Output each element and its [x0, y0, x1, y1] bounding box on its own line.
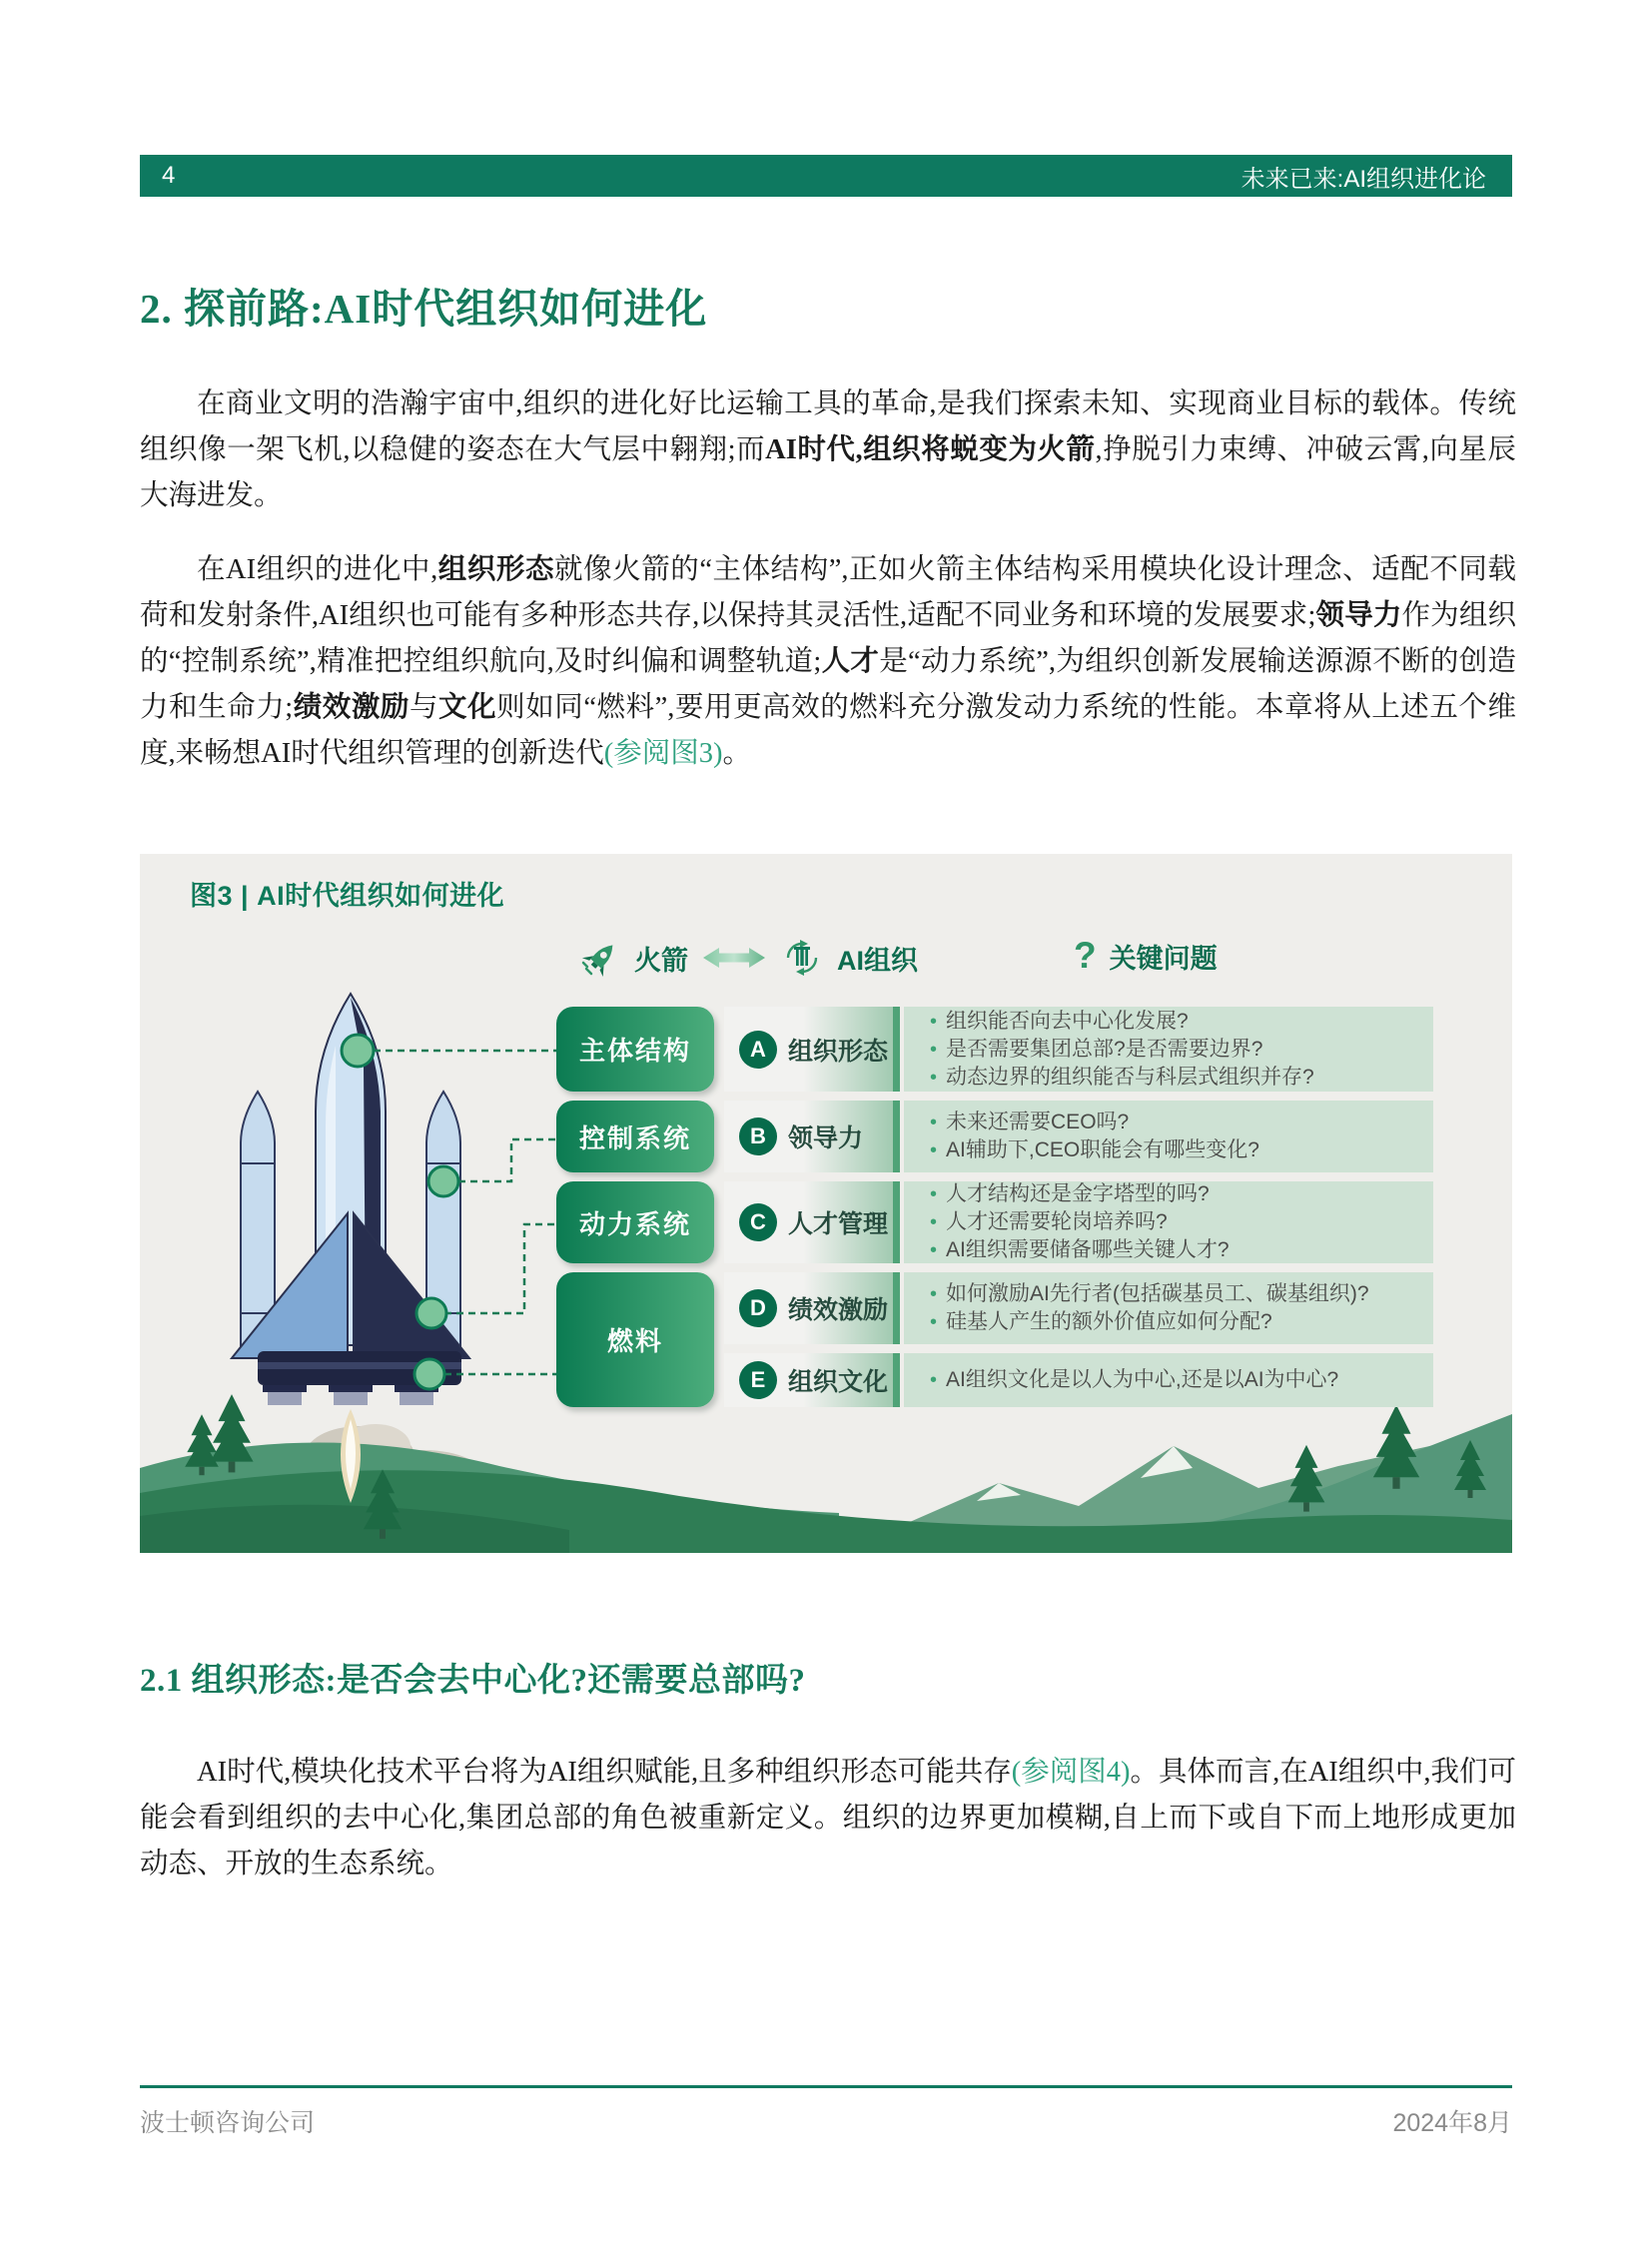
text-run: 是“动力系统”,为组织创新发展输送源源不断的创造力和生命力;: [140, 646, 1516, 723]
figure-legend: [140, 936, 1512, 984]
subsection-heading: 2.1 组织形态:是否会去中心化?还需要总部吗?: [140, 1663, 806, 1699]
dimension-letter-badge: E: [739, 1361, 777, 1399]
bullet-icon: •: [930, 1283, 938, 1305]
question-text: AI组织文化是以人为中心,还是以AI为中心?: [946, 1368, 1339, 1391]
dimension-panel-e: [724, 1353, 900, 1407]
text-run: 。: [722, 738, 751, 769]
question-item: [930, 1281, 1423, 1307]
footer-rule: [140, 2085, 1512, 2088]
text-run: 。具体而言,在AI组织中,我们可能会看到组织的去中心化,集团总部的角色被重新定义。组织的边界更加模糊,自上而下或自下而上地形成更加动态、开放的生态系统。: [140, 1757, 1517, 1879]
question-text: 是否需要集团总部?是否需要边界?: [946, 1037, 1263, 1061]
rocket-part-pill-d: 燃料: [556, 1272, 714, 1407]
dimension-label: 绩效激励: [788, 1296, 889, 1324]
bullet-icon: •: [930, 1183, 938, 1205]
text-run: ,挣脱引力束缚、冲破云霄,向星辰大海进发。: [140, 434, 1516, 511]
question-text: 硅基人产生的额外价值应如何分配?: [946, 1310, 1272, 1333]
questions-panel-c: [904, 1181, 1433, 1263]
questions-panel-b: [904, 1101, 1433, 1172]
footer-date: 2024年8月: [1392, 2109, 1512, 2137]
text-run: AI时代,组织将蜕变为火箭: [765, 434, 1096, 465]
legend-questions-label: 关键问题: [1109, 943, 1218, 974]
dimension-panel-b: [724, 1101, 900, 1172]
bullet-icon: •: [930, 1211, 938, 1233]
legend-rocket-label: 火箭: [634, 945, 688, 976]
organization-icon: [780, 936, 824, 980]
question-text: 人才结构还是金字塔型的吗?: [946, 1182, 1210, 1205]
dimension-label: 组织形态: [788, 1037, 889, 1066]
dimension-panel-c: [724, 1181, 900, 1263]
rocket-part-pill-b: 控制系统: [556, 1101, 714, 1172]
text-run: 在商业文明的浩瀚宇宙中,组织的进化好比运输工具的革命,是我们探索未知、实现商业目标的载体。传统组织像一架飞机,以稳健的姿态在大气层中翱翔;而: [140, 388, 1516, 465]
question-text: 组织能否向去中心化发展?: [946, 1009, 1189, 1033]
question-item: [930, 1037, 1423, 1063]
question-item: [930, 1137, 1423, 1163]
bullet-icon: •: [930, 1010, 938, 1033]
figure-title: 图3 | AI时代组织如何进化: [190, 881, 505, 911]
questions-panel-a: [904, 1007, 1433, 1092]
figure-reference-link[interactable]: (参阅图4): [1011, 1757, 1131, 1788]
question-text: 人才还需要轮岗培养吗?: [946, 1210, 1168, 1233]
bullet-icon: •: [930, 1369, 938, 1391]
bullet-icon: •: [930, 1239, 938, 1261]
question-item: [930, 1309, 1423, 1335]
text-run: 绩效激励: [293, 692, 410, 723]
body-paragraph-1: [140, 381, 1516, 519]
header-title: 未来已来:AI组织进化论: [1240, 165, 1486, 193]
question-mark-icon: ?: [1074, 935, 1097, 976]
questions-panel-d: [904, 1272, 1433, 1344]
bullet-icon: •: [930, 1311, 938, 1333]
legend-org-label: AI组织: [837, 945, 918, 976]
text-run: 组织形态: [437, 554, 555, 585]
questions-panel-e: [904, 1353, 1433, 1407]
bullet-icon: •: [930, 1112, 938, 1133]
question-item: [930, 1110, 1423, 1135]
question-text: 动态边界的组织能否与科层式组织并存?: [946, 1065, 1314, 1089]
page-number: 4: [162, 162, 176, 189]
rocket-icon: [581, 938, 621, 978]
dimension-label: 领导力: [788, 1124, 864, 1152]
bullet-icon: •: [930, 1139, 938, 1161]
question-item: [930, 1237, 1423, 1263]
legend-questions-group: [1074, 936, 1218, 976]
body-paragraph-2: [140, 547, 1516, 777]
figure-grid: [556, 1007, 1433, 1407]
double-arrow-icon: [701, 945, 767, 971]
question-item: [930, 1209, 1423, 1235]
text-run: AI时代,模块化技术平台将为AI组织赋能,且多种组织形态可能共存: [197, 1757, 1012, 1788]
space-shuttle: [232, 994, 469, 1503]
text-run: 人才: [821, 646, 880, 677]
question-text: 未来还需要CEO吗?: [946, 1111, 1130, 1133]
text-run: 与: [409, 692, 439, 723]
question-item: [930, 1367, 1423, 1393]
question-text: AI组织需要储备哪些关键人才?: [946, 1238, 1230, 1261]
text-run: 文化: [438, 692, 497, 723]
bullet-icon: •: [930, 1066, 938, 1089]
rocket-part-pill-a: 主体结构: [556, 1007, 714, 1092]
question-item: [930, 1181, 1423, 1207]
dimension-letter-badge: D: [739, 1289, 777, 1327]
question-text: 如何激励AI先行者(包括碳基员工、碳基组织)?: [946, 1282, 1369, 1305]
page-header-bar: [140, 155, 1512, 197]
text-run: 就像火箭的“主体结构”,正如火箭主体结构采用模块化设计理念、适配不同载荷和发射条件,AI组织也可能有多种形态共存,以保持其灵活性,适配不同业务和环境的发展要求;: [140, 554, 1516, 631]
question-item: [930, 1065, 1423, 1091]
dimension-letter-badge: A: [739, 1031, 777, 1069]
text-run: 则如同“燃料”,要用更高效的燃料充分激发动力系统的性能。本章将从上述五个维度,来畅想AI时代组织管理的创新迭代: [140, 692, 1516, 769]
dimension-panel-a: [724, 1007, 900, 1092]
text-run: 作为组织的“控制系统”,精准把控组织航向,及时纠偏和调整轨道;: [140, 600, 1516, 677]
text-run: 领导力: [1315, 600, 1402, 631]
text-run: 在AI组织的进化中,: [197, 554, 438, 585]
dimension-label: 人才管理: [788, 1210, 889, 1238]
dimension-panel-d: [724, 1272, 900, 1344]
section-heading: 2. 探前路:AI时代组织如何进化: [140, 286, 708, 332]
body-paragraph-3: [140, 1750, 1516, 1887]
footer-company: 波士顿咨询公司: [140, 2109, 316, 2137]
question-text: AI辅助下,CEO职能会有哪些变化?: [946, 1138, 1259, 1161]
dimension-letter-badge: B: [739, 1118, 777, 1155]
legend-rocket-group: [581, 936, 918, 980]
figure-3: [140, 854, 1512, 1553]
rocket-part-pill-c: 动力系统: [556, 1181, 714, 1263]
bullet-icon: •: [930, 1038, 938, 1061]
dimension-letter-badge: C: [739, 1203, 777, 1241]
question-item: [930, 1009, 1423, 1035]
dimension-label: 组织文化: [788, 1368, 889, 1396]
figure-reference-link[interactable]: (参阅图3): [603, 738, 723, 769]
